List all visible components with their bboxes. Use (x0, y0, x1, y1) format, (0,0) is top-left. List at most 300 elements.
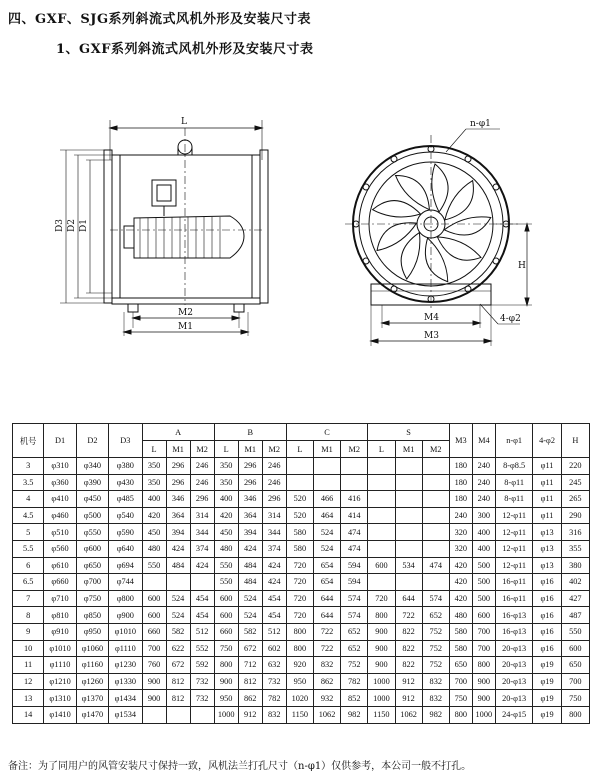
table-cell: 752 (422, 657, 449, 674)
dim-d2-label: D2 (67, 219, 77, 232)
table-cell (313, 474, 340, 491)
hole-4-phi2-label: 4-φ2 (500, 314, 521, 324)
table-cell (368, 540, 395, 557)
header-b-l: L (214, 441, 238, 458)
table-cell: 520 (286, 507, 313, 524)
table-cell: 450 (142, 524, 166, 541)
table-cell: 5 (13, 524, 44, 541)
table-cell: 750 (214, 640, 238, 657)
table-cell: 722 (313, 640, 340, 657)
table-cell: 1000 (368, 690, 395, 707)
table-cell: 314 (262, 507, 286, 524)
table-cell: 720 (286, 607, 313, 624)
table-cell: 500 (472, 574, 495, 591)
table-cell: 524 (313, 540, 340, 557)
table-cell: 900 (142, 673, 166, 690)
table-header (13, 424, 590, 458)
header-m3: M3 (449, 424, 472, 458)
header-c-m1: M1 (313, 441, 340, 458)
header-d3: D3 (109, 424, 142, 458)
table-cell: φ11 (533, 458, 561, 475)
table-cell: 900 (142, 690, 166, 707)
table-cell: 574 (422, 590, 449, 607)
header-h: H (561, 424, 589, 458)
table-cell: 6 (13, 557, 44, 574)
table-cell: 862 (313, 673, 340, 690)
table-cell: 346 (166, 491, 190, 508)
table-body (13, 458, 590, 724)
table-cell: 420 (449, 557, 472, 574)
table-cell: φ19 (533, 673, 561, 690)
table-cell: 580 (286, 524, 313, 541)
table-cell (368, 474, 395, 491)
table-cell: 982 (422, 706, 449, 723)
table-cell: 712 (238, 657, 262, 674)
table-cell: φ13 (533, 557, 561, 574)
table-cell: 700 (472, 640, 495, 657)
dim-m2-label: M2 (178, 308, 193, 318)
table-row (13, 557, 590, 574)
table-cell: 594 (341, 557, 368, 574)
table-cell: 12-φ11 (495, 507, 533, 524)
table-cell: 900 (214, 673, 238, 690)
table-cell: φ540 (109, 507, 142, 524)
table-cell: φ11 (533, 507, 561, 524)
table-cell: φ560 (44, 540, 76, 557)
table-cell (166, 706, 190, 723)
table-cell: 20-φ13 (495, 673, 533, 690)
table-cell: φ694 (109, 557, 142, 574)
table-cell: 344 (190, 524, 214, 541)
table-cell: 402 (561, 574, 589, 591)
table-cell: 314 (190, 507, 214, 524)
table-cell: 650 (449, 657, 472, 674)
table-cell: φ1010 (44, 640, 76, 657)
table-cell: 1000 (472, 706, 495, 723)
table-cell: 364 (166, 507, 190, 524)
table-cell: 12-φ11 (495, 524, 533, 541)
table-row (13, 507, 590, 524)
table-cell: 400 (142, 491, 166, 508)
header-s-m2: M2 (422, 441, 449, 458)
table-cell: 622 (166, 640, 190, 657)
table-cell (142, 706, 166, 723)
table-cell: 672 (166, 657, 190, 674)
table-cell (368, 507, 395, 524)
table-cell: 414 (341, 507, 368, 524)
table-cell: φ430 (109, 474, 142, 491)
table-cell: 652 (422, 607, 449, 624)
table-cell: 832 (262, 706, 286, 723)
table-cell: φ1470 (76, 706, 108, 723)
table-cell: 500 (472, 590, 495, 607)
table-cell: 520 (286, 491, 313, 508)
table-cell: 4.5 (13, 507, 44, 524)
table-cell: 1062 (313, 706, 340, 723)
table-row (13, 491, 590, 508)
table-cell: 592 (190, 657, 214, 674)
table-cell: 480 (142, 540, 166, 557)
table-cell: 654 (313, 557, 340, 574)
table-cell: φ310 (44, 458, 76, 475)
table-cell: 580 (286, 540, 313, 557)
hole-n-phi1-label: n-φ1 (470, 119, 491, 129)
footnote: 备注：为了同用户的风管安装尺寸保持一致，风机法兰打孔尺寸（n-φ1）仅供参考，本公司一般不打孔。 (8, 761, 472, 772)
table-cell: 600 (142, 607, 166, 624)
table-cell: 900 (368, 657, 395, 674)
table-cell: 474 (341, 540, 368, 557)
table-cell: φ1010 (109, 623, 142, 640)
table-cell: φ910 (44, 623, 76, 640)
header-a-m2: M2 (190, 441, 214, 458)
table-cell: 760 (142, 657, 166, 674)
table-row (13, 690, 590, 707)
table-cell: φ16 (533, 607, 561, 624)
table-cell: φ1330 (109, 673, 142, 690)
table-cell: 832 (422, 690, 449, 707)
table-cell (368, 524, 395, 541)
table-cell: 722 (313, 623, 340, 640)
subsection-title: 1、GXF系列斜流式风机外形及安装尺寸表 (56, 42, 314, 57)
table-cell: 732 (190, 690, 214, 707)
table-cell: 720 (286, 574, 313, 591)
table-cell: 602 (262, 640, 286, 657)
table-row (13, 640, 590, 657)
table-cell: 832 (313, 657, 340, 674)
table-cell: 672 (238, 640, 262, 657)
table-cell: 862 (238, 690, 262, 707)
table-cell: 650 (561, 657, 589, 674)
table-cell: 3.5 (13, 474, 44, 491)
table-cell: 660 (214, 623, 238, 640)
table-cell: 300 (472, 507, 495, 524)
table-cell: 800 (286, 623, 313, 640)
header-c-m2: M2 (341, 441, 368, 458)
table-cell: 20-φ13 (495, 690, 533, 707)
table-cell: φ1160 (76, 657, 108, 674)
table-cell: 350 (142, 474, 166, 491)
table-cell: 550 (214, 557, 238, 574)
table-cell: φ1260 (76, 673, 108, 690)
table-cell: 580 (449, 623, 472, 640)
table-cell: 1150 (368, 706, 395, 723)
table-cell: φ16 (533, 590, 561, 607)
table-cell: 524 (313, 524, 340, 541)
table-cell: 454 (262, 607, 286, 624)
table-cell: φ610 (44, 557, 76, 574)
table-cell: φ750 (76, 590, 108, 607)
table-cell: 534 (395, 557, 422, 574)
table-cell: 296 (262, 491, 286, 508)
table-cell: 1150 (286, 706, 313, 723)
table-cell: 644 (313, 590, 340, 607)
table-cell: 552 (190, 640, 214, 657)
table-cell: 474 (341, 524, 368, 541)
table-cell: 752 (422, 623, 449, 640)
table-cell: 220 (561, 458, 589, 475)
fan-outline-drawing (0, 100, 600, 390)
table-cell: 246 (262, 474, 286, 491)
dim-d1-label: D1 (79, 219, 89, 232)
header-d2: D2 (76, 424, 108, 458)
table-cell: 900 (368, 640, 395, 657)
table-cell: 7 (13, 590, 44, 607)
table-cell: 484 (238, 574, 262, 591)
table-cell: 416 (341, 491, 368, 508)
table-cell: φ1210 (44, 673, 76, 690)
table-cell: 12 (13, 673, 44, 690)
table-cell: 12-φ11 (495, 557, 533, 574)
table-cell: 950 (286, 673, 313, 690)
table-cell: 550 (561, 623, 589, 640)
table-cell: 246 (190, 458, 214, 475)
table-cell: 1000 (368, 673, 395, 690)
table-cell: 812 (238, 673, 262, 690)
table-cell: φ1534 (109, 706, 142, 723)
table-cell: φ1370 (76, 690, 108, 707)
table-cell: 5.5 (13, 540, 44, 557)
table-cell: 355 (561, 540, 589, 557)
header-d1: D1 (44, 424, 76, 458)
table-cell: 524 (166, 590, 190, 607)
table-cell: 454 (190, 590, 214, 607)
header-n-phi1: n-φ1 (495, 424, 533, 458)
table-cell: 800 (214, 657, 238, 674)
table-cell: 800 (286, 640, 313, 657)
header-group-s: S (368, 424, 450, 441)
table-cell: φ410 (44, 491, 76, 508)
table-cell: 245 (561, 474, 589, 491)
table-cell: 424 (190, 557, 214, 574)
dim-m4-label: M4 (424, 313, 439, 323)
table-cell: 800 (368, 607, 395, 624)
table-cell (422, 524, 449, 541)
table-cell: 512 (262, 623, 286, 640)
table-cell (395, 474, 422, 491)
table-cell (395, 524, 422, 541)
table-cell (395, 574, 422, 591)
table-cell: 600 (214, 607, 238, 624)
table-cell (422, 458, 449, 475)
table-cell: φ800 (109, 590, 142, 607)
table-cell: 800 (561, 706, 589, 723)
table-cell: 296 (166, 474, 190, 491)
table-cell: 812 (166, 690, 190, 707)
table-cell: 8-φ11 (495, 491, 533, 508)
table-cell: φ16 (533, 623, 561, 640)
table-row (13, 540, 590, 557)
table-cell: 524 (238, 590, 262, 607)
table-cell (422, 474, 449, 491)
table-cell: 316 (561, 524, 589, 541)
table-cell: 13 (13, 690, 44, 707)
table-cell: 1062 (395, 706, 422, 723)
table-cell (190, 706, 214, 723)
table-cell: 16-φ13 (495, 607, 533, 624)
table-cell: 900 (472, 690, 495, 707)
table-cell: 474 (422, 557, 449, 574)
table-cell: φ744 (109, 574, 142, 591)
table-cell: 932 (313, 690, 340, 707)
table-cell: 9 (13, 623, 44, 640)
table-cell: φ13 (533, 540, 561, 557)
table-cell: 296 (190, 491, 214, 508)
table-cell: 700 (142, 640, 166, 657)
table-cell: 524 (238, 607, 262, 624)
table-cell: 822 (395, 640, 422, 657)
table-cell: 16-φ11 (495, 574, 533, 591)
table-cell: 24-φ15 (495, 706, 533, 723)
table-cell: 11 (13, 657, 44, 674)
header-s-m1: M1 (395, 441, 422, 458)
table-cell: φ1410 (44, 706, 76, 723)
table-cell: 722 (395, 607, 422, 624)
table-cell: 484 (166, 557, 190, 574)
table-cell: 832 (422, 673, 449, 690)
table-cell: 750 (561, 690, 589, 707)
table-cell: φ650 (76, 557, 108, 574)
table-cell: 394 (166, 524, 190, 541)
table-cell: φ950 (76, 623, 108, 640)
table-cell: φ510 (44, 524, 76, 541)
table-cell (142, 574, 166, 591)
table-cell: 600 (561, 640, 589, 657)
table-cell: 484 (238, 557, 262, 574)
table-cell: φ450 (76, 491, 108, 508)
table-cell: 424 (238, 540, 262, 557)
table-cell: 350 (214, 474, 238, 491)
table-cell: 400 (472, 524, 495, 541)
table-cell: 700 (561, 673, 589, 690)
header-group-c: C (286, 424, 368, 441)
table-cell: 752 (422, 640, 449, 657)
table-cell: 580 (449, 640, 472, 657)
table-cell: 550 (142, 557, 166, 574)
dim-m1-label: M1 (178, 322, 193, 332)
table-cell (286, 474, 313, 491)
table-row (13, 657, 590, 674)
table-cell: 600 (472, 607, 495, 624)
table-cell: φ1434 (109, 690, 142, 707)
table-cell: 950 (214, 690, 238, 707)
table-row (13, 458, 590, 475)
table-cell: φ16 (533, 640, 561, 657)
table-cell (313, 458, 340, 475)
table-cell: 800 (472, 657, 495, 674)
table-cell: 582 (166, 623, 190, 640)
table-cell: 364 (238, 507, 262, 524)
table-cell: 812 (166, 673, 190, 690)
table-cell: 1020 (286, 690, 313, 707)
table-cell (368, 574, 395, 591)
table-cell: 1000 (214, 706, 238, 723)
table-cell: 822 (395, 623, 422, 640)
table-cell: φ700 (76, 574, 108, 591)
table-cell: 982 (341, 706, 368, 723)
table-cell: 720 (286, 557, 313, 574)
table-cell: 350 (142, 458, 166, 475)
table-cell: 700 (449, 673, 472, 690)
table-cell: 424 (262, 574, 286, 591)
table-row (13, 607, 590, 624)
table-cell: φ850 (76, 607, 108, 624)
table-cell: 752 (341, 657, 368, 674)
table-cell: φ710 (44, 590, 76, 607)
table-cell: 782 (262, 690, 286, 707)
table-cell: φ1310 (44, 690, 76, 707)
table-cell (166, 574, 190, 591)
table-cell: 240 (472, 458, 495, 475)
table-cell (395, 507, 422, 524)
table-cell: φ19 (533, 706, 561, 723)
table-cell: 852 (341, 690, 368, 707)
table-cell: 16-φ11 (495, 590, 533, 607)
table-cell: 574 (341, 607, 368, 624)
dimension-table (12, 423, 590, 724)
table-cell: 180 (449, 474, 472, 491)
header-4-phi2: 4-φ2 (533, 424, 561, 458)
table-cell (422, 574, 449, 591)
table-cell: φ590 (109, 524, 142, 541)
table-cell (286, 458, 313, 475)
table-row (13, 623, 590, 640)
table-cell: 450 (214, 524, 238, 541)
table-cell: 424 (262, 557, 286, 574)
table-cell (341, 458, 368, 475)
table-cell: φ640 (109, 540, 142, 557)
table-cell: 732 (262, 673, 286, 690)
table-cell: φ11 (533, 491, 561, 508)
header-a-m1: M1 (166, 441, 190, 458)
table-cell: 732 (190, 673, 214, 690)
dim-d3-label: D3 (55, 219, 65, 232)
table-cell: 246 (262, 458, 286, 475)
table-row (13, 574, 590, 591)
table-cell: 720 (286, 590, 313, 607)
table-cell: 600 (214, 590, 238, 607)
table-cell: 180 (449, 491, 472, 508)
table-cell: 296 (238, 458, 262, 475)
table-cell: 320 (449, 524, 472, 541)
header-m4: M4 (472, 424, 495, 458)
table-cell: φ390 (76, 474, 108, 491)
table-cell: 265 (561, 491, 589, 508)
table-cell: 912 (395, 673, 422, 690)
table-cell: 346 (238, 491, 262, 508)
table-cell: 654 (313, 574, 340, 591)
header-b-m1: M1 (238, 441, 262, 458)
table-cell: 10 (13, 640, 44, 657)
table-cell: 750 (449, 690, 472, 707)
header-model: 机号 (13, 424, 44, 458)
table-row (13, 590, 590, 607)
table-cell (190, 574, 214, 591)
table-cell: 420 (449, 590, 472, 607)
table-cell: φ500 (76, 507, 108, 524)
table-cell: 14 (13, 706, 44, 723)
table-cell: φ460 (44, 507, 76, 524)
table-cell: 652 (341, 623, 368, 640)
table-cell: 296 (238, 474, 262, 491)
header-s-l: L (368, 441, 395, 458)
table-cell: 8-φ11 (495, 474, 533, 491)
table-cell: 594 (341, 574, 368, 591)
table-cell: 344 (262, 524, 286, 541)
table-row (13, 524, 590, 541)
table-cell: φ810 (44, 607, 76, 624)
header-group-a: A (142, 424, 214, 441)
table-cell: 574 (341, 590, 368, 607)
